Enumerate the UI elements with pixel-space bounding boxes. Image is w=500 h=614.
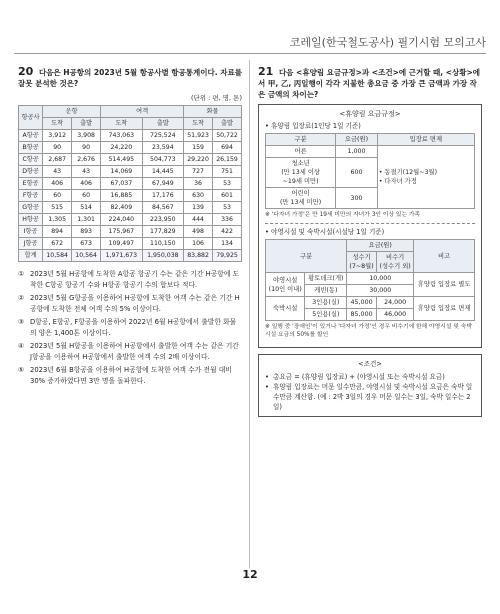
table-cell: 406 <box>43 178 72 190</box>
table-cell: 67,037 <box>101 178 143 190</box>
table-cell: 67,949 <box>142 178 184 190</box>
answer-options <box>18 269 242 386</box>
table-cell: 106 <box>184 238 213 250</box>
table-cell: 673 <box>72 238 101 250</box>
fee-price-youth: 600 <box>336 158 378 188</box>
table-cell: 1,971,673 <box>101 250 143 262</box>
table-unit: (단위 : 편, 명, 톤) <box>190 94 242 102</box>
lodge-remark-1: 휴양림 입장료 별도 <box>414 273 475 297</box>
table-cell: 16,885 <box>101 190 143 202</box>
fee-label-adult: 어른 <box>266 146 336 158</box>
table-cell: 3,908 <box>72 130 101 142</box>
table-cell: 26,159 <box>213 154 242 166</box>
table-row <box>19 226 242 238</box>
condition-item: • 휴양림 입장료는 머문 일수만큼, 야영시설 및 숙박시설 요금은 숙박 일수만큼 계산함. (예 : 2박 3일의 경우 머문 일수는 3일, 숙박 일수는 2일) <box>265 383 473 411</box>
table-cell: 894 <box>43 226 72 238</box>
header-passengers: 여객 <box>101 106 184 118</box>
table-cell: 43 <box>43 166 72 178</box>
airline-name-cell: E항공 <box>19 178 43 190</box>
conditions-box <box>258 354 482 417</box>
table-cell: 51,923 <box>184 130 213 142</box>
question-21 <box>258 66 482 417</box>
table-cell: 743,063 <box>101 130 143 142</box>
header-depart: 출발 <box>213 118 242 130</box>
column-divider <box>249 60 250 568</box>
lodging-section: • 야영시설 및 숙박시설(시설당 1일 기준) <box>265 228 385 236</box>
table-row <box>19 130 242 142</box>
lodge-group-lodging: 숙박시설 <box>266 297 305 321</box>
conditions-title: <조건> <box>358 360 382 368</box>
fee-price-child: 300 <box>336 188 378 209</box>
lodge-type-3p: 3인용(실) <box>305 297 347 309</box>
table-cell: 43 <box>72 166 101 178</box>
header-arrive: 도착 <box>43 118 72 130</box>
table-cell: 14,069 <box>101 166 143 178</box>
table-cell: 110,150 <box>142 238 184 250</box>
table-cell: 139 <box>184 202 213 214</box>
table-cell: 23,594 <box>142 142 184 154</box>
table-cell: 504,773 <box>142 154 184 166</box>
lodge-remark-2: 휴양림 입장료 면제 <box>414 297 475 321</box>
fee-exemption: • 동절기(12월~3월) • 다자녀 가정 <box>377 146 474 209</box>
fee-header-exemption: 입장료 면제 <box>377 134 474 146</box>
question-21-title <box>258 66 482 100</box>
table-cell: 444 <box>184 214 213 226</box>
table-cell: 422 <box>213 226 242 238</box>
table-cell: 17,176 <box>142 190 184 202</box>
table-cell: 725,524 <box>142 130 184 142</box>
table-row <box>19 214 242 226</box>
table-total-row <box>19 250 242 262</box>
fee-header-category: 구분 <box>266 134 336 146</box>
lodge-note: ※ 일행 중 '장애인'이 있거나 '다자녀 가정'인 경우 비수기에 한해 야영시설 및 숙박시설 요금의 50%를 할인 <box>265 324 472 338</box>
table-cell: 694 <box>213 142 242 154</box>
table-cell: 14,445 <box>142 166 184 178</box>
question-20 <box>18 66 242 389</box>
table-cell: 177,829 <box>142 226 184 238</box>
lodge-header-offpeak: 비수기 (성수기 외) <box>376 252 413 273</box>
table-cell: 36 <box>184 178 213 190</box>
page-header <box>14 34 486 54</box>
table-cell: 223,950 <box>142 214 184 226</box>
lodge-header-price: 요금(원) <box>347 240 414 252</box>
table-cell: 601 <box>213 190 242 202</box>
table-cell: 751 <box>213 166 242 178</box>
table-row <box>19 166 242 178</box>
table-cell: 2,676 <box>72 154 101 166</box>
airline-name-cell: 합계 <box>19 250 43 262</box>
table-cell: 29,220 <box>184 154 213 166</box>
table-cell: 1,301 <box>72 214 101 226</box>
fee-label-child: 어린이 (만 13세 미만) <box>266 188 336 209</box>
lodge-offpeak-5p: 46,000 <box>376 309 413 321</box>
lodge-header-category: 구분 <box>266 240 347 273</box>
table-cell: 515 <box>43 202 72 214</box>
table-cell: 630 <box>184 190 213 202</box>
table-cell: 498 <box>184 226 213 238</box>
lodge-offpeak-3p: 24,000 <box>376 297 413 309</box>
lodge-group-camping: 야영시설 (10인 이내) <box>266 273 305 297</box>
table-row <box>19 178 242 190</box>
table-cell: 2,687 <box>43 154 72 166</box>
fee-note: ※ '다자녀 가정'은 만 19세 미만의 자녀가 3인 이상 있는 가족 <box>265 212 421 218</box>
section-separator <box>265 223 475 224</box>
question-20-text: 다음은 H공항의 2023년 5월 항공사별 항공통계이다. 자료를 잘못 분석한 것은? <box>18 68 242 88</box>
table-cell: 406 <box>72 178 101 190</box>
question-20-number: 20 <box>18 65 34 78</box>
airline-name-cell: C항공 <box>19 154 43 166</box>
fee-rules-title: <휴양림 요금규정> <box>339 110 401 118</box>
table-cell: 336 <box>213 214 242 226</box>
question-20-title <box>18 66 242 89</box>
table-cell: 79,925 <box>213 250 242 262</box>
airline-name-cell: B항공 <box>19 142 43 154</box>
answer-option[interactable]: ② 2023년 5월 G항공을 이용하여 H공항에 도착한 여객 수는 같은 기간 H공항에 도착한 전체 여객 수의 5% 이상이다. <box>18 294 240 313</box>
table-cell: 134 <box>213 238 242 250</box>
header-arrive: 도착 <box>184 118 213 130</box>
entrance-fee-section: • 휴양림 입장료(1인당 1일 기준) <box>265 122 361 130</box>
lodge-peak-5p: 85,000 <box>347 309 377 321</box>
page-number: 12 <box>242 568 258 581</box>
airline-name-cell: A항공 <box>19 130 43 142</box>
answer-option[interactable]: ⑤ 2023년 6월 B항공을 이용하여 H공항에 도착한 여객 수가 전월 대비 30% 증가하였다면 3만 명을 돌파한다. <box>18 366 232 385</box>
table-row <box>19 238 242 250</box>
lodge-price-cabin: 30,000 <box>347 285 414 297</box>
lodge-price-deck: 10,000 <box>347 273 414 285</box>
airline-name-cell: I항공 <box>19 226 43 238</box>
table-row <box>19 202 242 214</box>
header-depart: 출발 <box>72 118 101 130</box>
table-cell: 83,882 <box>184 250 213 262</box>
table-cell: 514,495 <box>101 154 143 166</box>
airline-name-cell: H항공 <box>19 214 43 226</box>
table-cell: 175,967 <box>101 226 143 238</box>
header-airline: 항공사 <box>19 106 43 130</box>
header-flights: 운항 <box>43 106 101 118</box>
lodge-peak-3p: 45,000 <box>347 297 377 309</box>
lodge-type-5p: 5인용(실) <box>305 309 347 321</box>
lodge-type-cabin: 캐빈(동) <box>305 285 347 297</box>
header-arrive: 도착 <box>101 118 143 130</box>
answer-option[interactable]: ④ 2023년 5월 H항공을 이용하여 H공항에서 출발한 여객 수는 같은 기간 J항공을 이용하여 H공항에서 출발한 여객 수의 2배 이상이다. <box>18 342 239 361</box>
table-cell: 727 <box>184 166 213 178</box>
airline-name-cell: J항공 <box>19 238 43 250</box>
table-cell: 224,040 <box>101 214 143 226</box>
answer-option[interactable]: ① 2023년 5월 H공항에 도착한 A항공 항공기 수는 같은 기간 H공항에 도착한 C항공 항공기 수와 H항공 항공기 수의 합보다 적다. <box>18 270 240 289</box>
fee-rules-box <box>258 104 482 348</box>
question-21-number: 21 <box>258 65 274 78</box>
table-row <box>19 190 242 202</box>
airline-name-cell: F항공 <box>19 190 43 202</box>
lodge-type-deck: 황토데크(개) <box>305 273 347 285</box>
table-cell: 514 <box>72 202 101 214</box>
lodging-fee-table <box>265 239 475 321</box>
table-cell: 10,564 <box>72 250 101 262</box>
airline-stats-body <box>19 130 242 262</box>
table-cell: 53 <box>213 202 242 214</box>
table-cell: 84,567 <box>142 202 184 214</box>
table-cell: 90 <box>43 142 72 154</box>
table-row <box>19 142 242 154</box>
table-cell: 1,950,038 <box>142 250 184 262</box>
condition-item: • 총요금 = (휴양림 입장료) + (야영시설 또는 숙박시설 요금) <box>265 373 445 381</box>
entrance-fee-table <box>265 133 475 209</box>
table-cell: 90 <box>72 142 101 154</box>
airline-stats-table <box>18 105 242 262</box>
table-cell: 53 <box>213 178 242 190</box>
lodge-header-remark: 비고 <box>414 240 475 273</box>
question-21-text: 다음 <휴양림 요금규정>과 <조건>에 근거할 때, <상황>에서 甲, 乙, 丙일행이 각각 지불한 총요금 중 가장 큰 금액과 가장 작은 금액의 차이는? <box>258 68 481 99</box>
table-cell: 159 <box>184 142 213 154</box>
fee-label-youth: 청소년 (만 13세 이상 ~19세 미만) <box>266 158 336 188</box>
table-cell: 24,220 <box>101 142 143 154</box>
fee-price-adult: 1,000 <box>336 146 378 158</box>
airline-name-cell: G항공 <box>19 202 43 214</box>
airline-name-cell: D항공 <box>19 166 43 178</box>
table-cell: 50,722 <box>213 130 242 142</box>
table-cell: 1,305 <box>43 214 72 226</box>
fee-header-price: 요금(원) <box>336 134 378 146</box>
table-cell: 10,584 <box>43 250 72 262</box>
table-cell: 672 <box>43 238 72 250</box>
table-cell: 109,497 <box>101 238 143 250</box>
table-cell: 893 <box>72 226 101 238</box>
table-row <box>19 154 242 166</box>
page-header-title: 코레일(한국철도공사) 필기시험 모의고사 <box>289 36 486 49</box>
table-cell: 60 <box>43 190 72 202</box>
header-depart: 출발 <box>142 118 184 130</box>
table-cell: 60 <box>72 190 101 202</box>
lodge-header-peak: 성수기 (7~8월) <box>347 252 377 273</box>
answer-option[interactable]: ③ D항공, E항공, F항공을 이용하여 2022년 6월 H공항에서 출발한 화물의 양은 1,400톤 이상이다. <box>18 318 237 337</box>
table-cell: 82,409 <box>101 202 143 214</box>
table-cell: 3,912 <box>43 130 72 142</box>
header-cargo: 화물 <box>184 106 242 118</box>
